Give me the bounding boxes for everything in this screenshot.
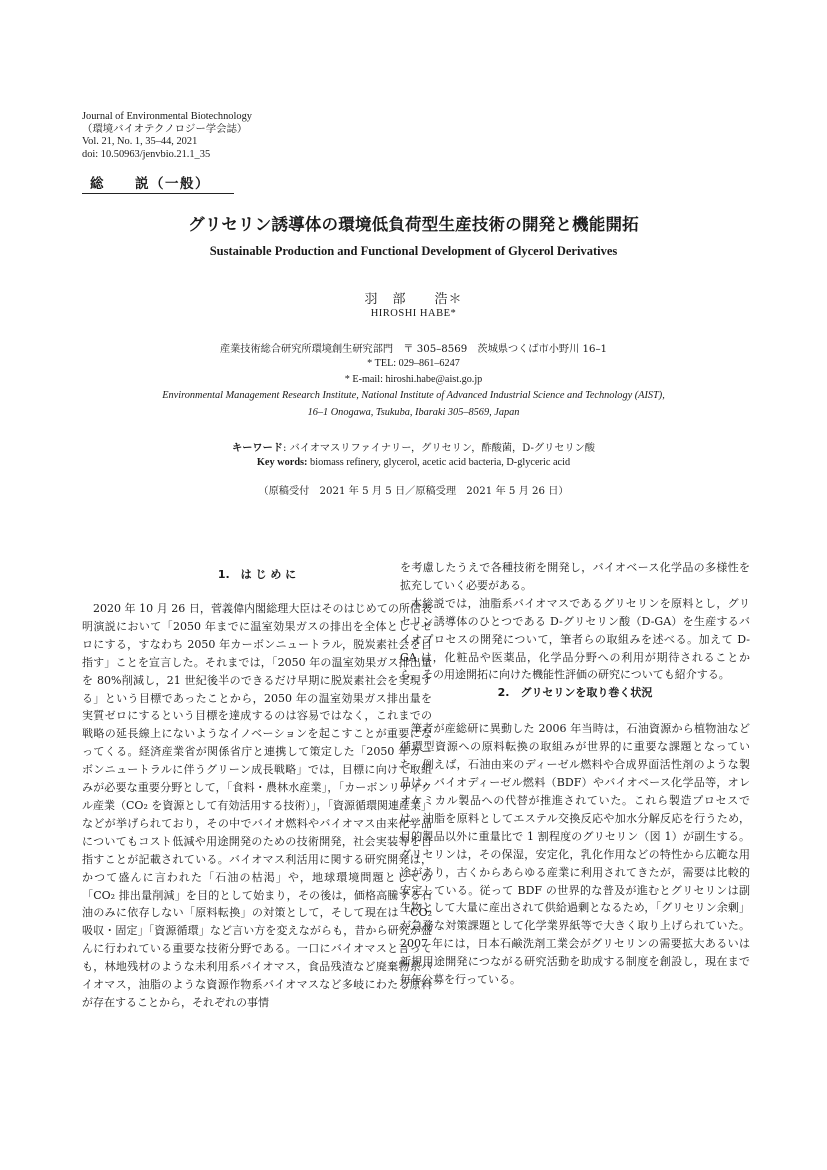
journal-doi: doi: 10.50963/jenvbio.21.1_35 (82, 148, 211, 160)
section-1-heading: 1. は じ め に (217, 568, 297, 581)
article-category-label: 総 説（一般） (90, 176, 210, 192)
section-2-paragraph-1: 筆者が産総研に異動した 2006 年当時は，石油資源から植物油など循環型資源への原料転換の取組みが世界的に重要な課題となっていた。例えば，石油由来のディーゼル燃料や合成界面活性剤のような製品は，バイオディーゼル燃料（BDF）やバイオベース化学品等，オレオケミカル製品への代替が推進されていた。これら製造プロセスでは，油脂を原料としてエステル交換反応や加水分解反応を行うため，目的製品以外に重量比で 1 割程度のグリセリン（図 1）が副生する。グリセリンは，その保湿，安定化，乳化作用などの特性から広範な用途があり，古くからあらゆる産業に利用されてきたが，需要は比較的安定している。従って BDF の世界的な普及が進むとグリセリンは副生物として大量に産出されて供給過剰となるため，「グリセリン余剰」が急務な対策課題として化学業界紙等で大きく取り上げられていた。2007 年には，日本石鹸洗剤工業会がグリセリンの需要拡大あるいは新規用途開発につながる研究活動を助成する制度を創設し，現在まで毎年公募を行っている。 (400, 722, 750, 987)
affiliation-tel: * TEL: 029–861–6247 (367, 358, 460, 369)
keywords-ja (0, 439, 827, 454)
keywords-ja-text: : バイオマスリファイナリー，グリセリン，酢酸菌，D-グリセリン酸 (282, 443, 595, 454)
journal-name: Journal of Environmental Biotechnology (82, 111, 252, 122)
keywords-en-label: Key words: (256, 457, 308, 468)
section-1-paragraph-1: 2020 年 10 月 26 日，菅義偉内閣総理大臣はそのはじめての所信表明演説において「2050 年までに温室効果ガスの排出を全体としてゼロにする，すなわち 2050 年カーボンニュートラル，脱炭素社会を目指す」ことを宣言した。それまでは，「2050 年の温室効果ガス排出量を 80%削減し，21 世紀後半のできるだけ早期に脱炭素社会を実現する」という目標であったことから，2050 年の温室効果ガス排出量を実質ゼロにするという目標を達成するのは容易ではなく，これまでの戦略の延長線上にないようなイノベーションを起こすことが重要になってくる。経済産業省が関係省庁と連携して策定した「2050 年カーボンニュートラルに伴うグリーン成長戦略」では，目標に向けて取組みが必要な重要分野として，「食料・農林水産業」，「カーボンリサイクル産業（CO₂ を資源として有効活用する技術）」，「資源循環関連産業」などが挙げられており，その中でバイオ燃料やバイオマス由来化学品についてもコスト低減や用途開発のための技術開発，社会実装等を目指すことが記載されている。バイオマス利活用に関する研究開発は，かつて盛んに言われた「石油の枯渇」や，地球環境問題としての「CO₂ 排出量削減」を目的として始まり，その後は，価格高騰する石油のみに依存しない「原料転換」の対策として，そして現在は「CO₂ 吸収・固定」「資源循環」など言い方を変えながらも，昔から研究が盛んに行われている重要な技術分野である。一口にバイオマスと言っても，林地残材のような未利用系バイオマス，食品残渣など廃棄物系バイオマス，油脂のような資源作物系バイオマスなど多岐にわたる原料が存在することから，それぞれの事情 (82, 602, 432, 1009)
received-dates: （原稿受付 2021 年 5 月 5 日／原稿受理 2021 年 5 月 26 日） (258, 486, 569, 497)
article-category (82, 171, 234, 194)
keywords-en (0, 457, 827, 468)
affiliation-email: * E-mail: hiroshi.habe@aist.go.jp (344, 374, 483, 385)
section-1-paragraph-continued: を考慮したうえで各種技術を開発し，バイオベース化学品の多様性を拡充していく必要がある。 (400, 561, 750, 592)
keywords-en-text: biomass refinery, glycerol, acetic acid bacteria, D-glyceric acid (307, 457, 571, 468)
affiliation-en-line2: 16–1 Onogawa, Tsukuba, Ibaraki 305–8569, Japan (307, 407, 520, 418)
right-column (400, 559, 750, 989)
journal-name-ja: （環境バイオテクノロジー学会誌） (82, 123, 248, 135)
title-ja: グリセリン誘導体の環境低負荷型生産技術の開発と機能開拓 (188, 215, 639, 234)
affiliation-en-line1: Environmental Management Research Institute, National Institute of Advanced Industrial Science and Technology (AIST), (162, 390, 665, 401)
journal-header (82, 111, 442, 161)
author-name-ja: 羽 部 浩＊ (364, 292, 463, 307)
affiliation-ja: 産業技術総合研究所環境創生研究部門 〒 305–8569 茨城県つくば市小野川 16–1 (219, 344, 608, 355)
section-1-paragraph-2: 本総説では，油脂系バイオマスであるグリセリンを原料とし，グリセリン誘導体のひとつである D-グリセリン酸（D-GA）を生産するバイオプロセスの開発について，筆者らの取組みを述べる。加えて D-GA は，化粧品や医薬品，化学品分野への利用が期待されることから，その用途開拓に向けた機能性評価の研究についても紹介する。 (400, 596, 750, 682)
left-column (82, 566, 432, 1012)
keywords-ja-label: キーワード (232, 443, 283, 454)
title-en: Sustainable Production and Functional Development of Glycerol Derivatives (209, 244, 618, 258)
journal-volume: Vol. 21, No. 1, 35–44, 2021 (82, 136, 198, 148)
section-2-heading: 2. グリセリンを取り巻く状況 (497, 686, 653, 700)
author-name-en: HIROSHI HABE* (370, 308, 457, 319)
